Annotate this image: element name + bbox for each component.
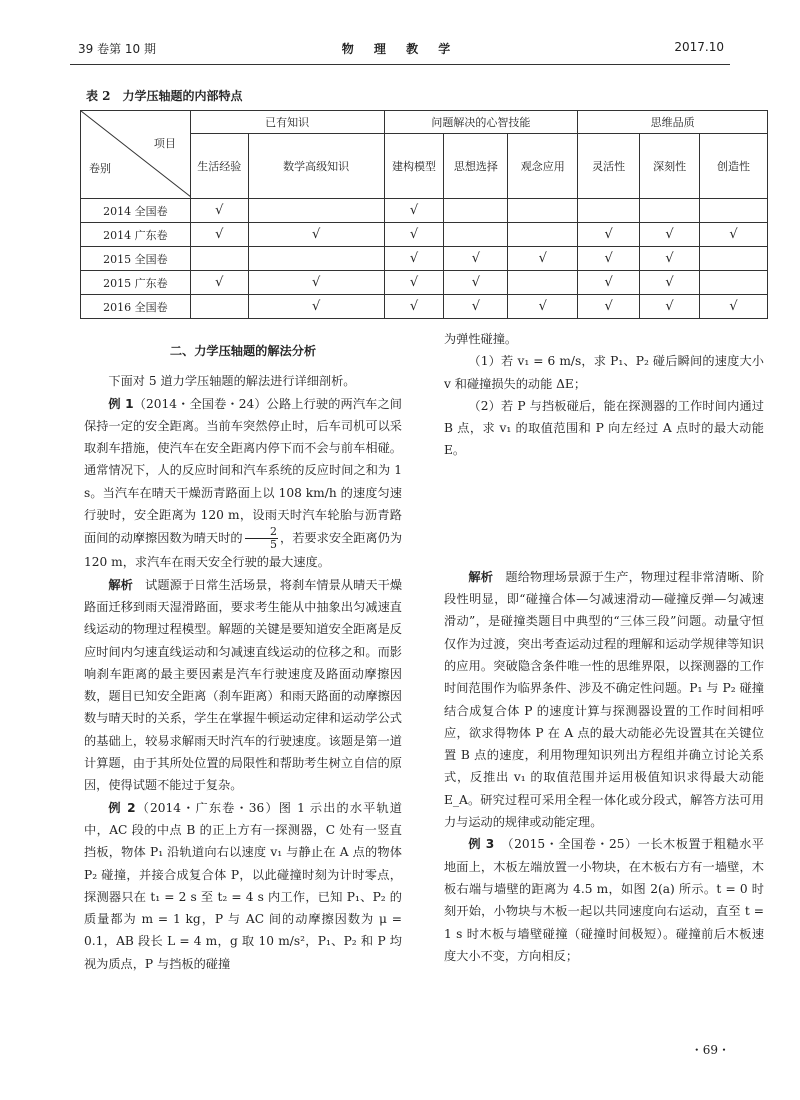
diagonal-line xyxy=(81,111,191,197)
journal-title: 物 理 教 学 xyxy=(341,42,459,56)
check-cell xyxy=(640,199,700,223)
check-cell: √ xyxy=(578,295,640,319)
right-column xyxy=(444,328,764,967)
check-cell: √ xyxy=(248,271,384,295)
table-row xyxy=(81,223,768,247)
check-cell: √ xyxy=(384,247,444,271)
column-header: 灵活性 xyxy=(578,134,640,199)
fraction: $\frac{2}{5}$ xyxy=(245,526,278,551)
check-cell: √ xyxy=(578,223,640,247)
example-label: 例 1 xyxy=(108,396,134,411)
page-number: ・69・ xyxy=(690,1043,730,1057)
row-label: 2014 全国卷 xyxy=(81,199,191,223)
running-header xyxy=(70,40,730,65)
column-header: 深刻性 xyxy=(640,134,700,199)
features-table xyxy=(80,110,768,319)
check-cell xyxy=(508,223,578,247)
corner-label-paper: 卷别 xyxy=(89,162,111,175)
question-2: （2）若 P 与挡板碰后，能在探测器的工作时间内通过 B 点，求 v₁ 的取值范围和 P 向左经过 A 点时的最大动能 E。 xyxy=(444,398,764,458)
check-cell: √ xyxy=(444,271,508,295)
check-cell xyxy=(444,223,508,247)
check-cell: √ xyxy=(248,223,384,247)
check-cell: √ xyxy=(190,199,248,223)
row-label: 2014 广东卷 xyxy=(81,223,191,247)
section-title: 二、力学压轴题的解法分析 xyxy=(169,344,317,358)
check-cell: √ xyxy=(640,271,700,295)
check-cell xyxy=(700,247,768,271)
example-1: 例 1（2014・全国卷・24）公路上行驶的两汽车之间保持一定的安全距离。当前车突然停止时，后车司机可以采取刹车措施，使汽车在安全距离内停下而不会与前车相碰。通常情况下，人的反应时间和汽车系统的反应时间之和为 1 s。当汽车在晴天干燥沥青路面上以 108 km/h 的速度匀速行驶时，安全距离为 120 m，设雨天时汽车轮胎与沥青路面间的动摩擦因数为晴天时的 $\frac{2}{5}$ ，若要求安全距离仍为 120 m，求汽车在雨天安全行驶的最大速度。 xyxy=(84,396,403,570)
column-header: 思想选择 xyxy=(444,134,508,199)
check-cell: √ xyxy=(700,295,768,319)
example-3: 例 3 （2015・全国卷・25）一长木板置于粗糙水平地面上，木板左端放置一小物块，在木板右方有一墙壁，木板右端与墙壁的距离为 4.5 m，如图 2(a) 所示。t = 0 时刻开始，小物块与木板一起以共同速度向右运动，直至 t = 1 s 时木板与墙壁碰撞（碰撞时间极短）。碰撞前后木板速度大小不变，方向相反； xyxy=(444,837,764,963)
check-cell xyxy=(190,295,248,319)
check-cell: √ xyxy=(640,223,700,247)
check-cell xyxy=(508,271,578,295)
check-cell: √ xyxy=(444,247,508,271)
check-cell: √ xyxy=(640,247,700,271)
check-cell xyxy=(578,199,640,223)
check-cell: √ xyxy=(508,247,578,271)
figure-space xyxy=(444,462,764,566)
check-cell: √ xyxy=(640,295,700,319)
check-cell xyxy=(508,199,578,223)
check-cell: √ xyxy=(384,223,444,247)
table-row xyxy=(81,271,768,295)
column-header: 观念应用 xyxy=(508,134,578,199)
check-cell: √ xyxy=(384,271,444,295)
check-cell: √ xyxy=(384,295,444,319)
check-cell: √ xyxy=(444,295,508,319)
row-label: 2015 全国卷 xyxy=(81,247,191,271)
analysis-label: 解析 xyxy=(468,569,494,584)
issue-date: 2017.10 xyxy=(674,40,724,54)
check-cell: √ xyxy=(508,295,578,319)
check-cell: √ xyxy=(700,223,768,247)
analysis-2: 解析 题给物理场景源于生产，物理过程非常清晰、阶段性明显，即“碰撞合体—匀减速滑动—碰撞反弹—匀减速滑动”，是碰撞类题目中典型的“三体三段”问题。动量守恒仅作为过渡，突出考查运动过程的理解和运动学规律等知识的应用。突破隐含条件唯一性的思维界限，以探测器的工作时间范围作为临界条件、涉及不确定性问题。P₁ 与 P₂ 碰撞结合成复合体 P 的速度计算与探测器设置的工作时间相呼应，欲求得物体 P 在 A 点的最大动能必先设置其在关键位置 B 点的速度，利用物理知识列出方程组并确立讨论关系式，反推出 v₁ 的取值范围并运用极值知识求得最大动能 E_A。研究过程可采用全程一体化或分段式，解答方法可用力与运动的规律或动能定理。 xyxy=(444,569,765,830)
column-header: 数学高级知识 xyxy=(248,134,384,199)
continued-text: 为弹性碰撞。 xyxy=(444,332,518,346)
volume-issue: 39 卷第 10 期 xyxy=(78,42,156,56)
check-cell xyxy=(248,199,384,223)
group-header: 思维品质 xyxy=(578,111,768,134)
table-row xyxy=(81,199,768,223)
check-cell: √ xyxy=(248,295,384,319)
row-label: 2016 全国卷 xyxy=(81,295,191,319)
analysis-1: 解析 试题源于日常生活场景，将刹车情景从晴天干燥路面迁移到雨天湿滑路面，要求考生能从中抽象出匀减速直线运动的物理过程模型。解题的关键是要知道安全距离是反应时间内匀速直线运动和匀减速直线运动的位移之和。而影响刹车距离的最主要因素是汽车行驶速度及路面动摩擦因数，题目已知安全距离（刹车距离）和雨天路面的动摩擦因数与晴天时的关系，学生在掌握牛顿运动定律和运动学公式的基础上，较易求解雨天时汽车的行驶速度。该题是第一道计算题，由于其所处位置的局限性和帮助考生树立自信的原因，使得试题不能过于复杂。 xyxy=(84,577,403,793)
example-label: 例 2 xyxy=(108,800,136,815)
column-header: 创造性 xyxy=(700,134,768,199)
analysis-label: 解析 xyxy=(108,577,133,592)
check-cell xyxy=(190,247,248,271)
example-2: 例 2（2014・广东卷・36）图 1 示出的水平轨道中，AC 段的中点 B 的正上方有一探测器，C 处有一竖直挡板，物体 P₁ 沿轨道向右以速度 v₁ 与静止在 A 点的物体 P₂ 碰撞，并接合成复合体 P，以此碰撞时刻为计时零点，探测器只在 t₁ = 2 s 至 t₂ = 4 s 内工作，已知 P₁、P₂ 的质量都为 m = 1 kg，P 与 AC 间的动摩擦因数为 μ = 0.1，AB 段长 L = 4 m，g 取 10 m/s²，P₁、P₂ 和 P 均视为质点，P 与挡板的碰撞 xyxy=(84,800,402,971)
example-label: 例 3 xyxy=(468,837,495,852)
check-cell: √ xyxy=(578,247,640,271)
check-cell: √ xyxy=(384,199,444,223)
table-row xyxy=(81,247,768,271)
table-caption: 表 2 力学压轴题的内部特点 xyxy=(86,89,243,103)
check-cell: √ xyxy=(190,223,248,247)
check-cell xyxy=(700,271,768,295)
check-cell xyxy=(248,247,384,271)
check-cell: √ xyxy=(578,271,640,295)
check-cell xyxy=(700,199,768,223)
question-1: （1）若 v₁ = 6 m/s，求 P₁、P₂ 碰后瞬间的速度大小 v 和碰撞损失的动能 ΔE； xyxy=(444,354,764,391)
intro-paragraph: 下面对 5 道力学压轴题的解法进行详细剖析。 xyxy=(108,374,356,389)
group-header: 问题解决的心智技能 xyxy=(384,111,578,134)
table-row xyxy=(81,295,768,319)
left-column xyxy=(84,340,402,975)
table-corner-cell xyxy=(81,111,191,199)
row-label: 2015 广东卷 xyxy=(81,271,191,295)
check-cell xyxy=(444,199,508,223)
group-header: 已有知识 xyxy=(190,111,384,134)
column-header: 建构模型 xyxy=(384,134,444,199)
corner-label-item: 项目 xyxy=(153,137,176,150)
check-cell: √ xyxy=(190,271,248,295)
column-header: 生活经验 xyxy=(190,134,248,199)
